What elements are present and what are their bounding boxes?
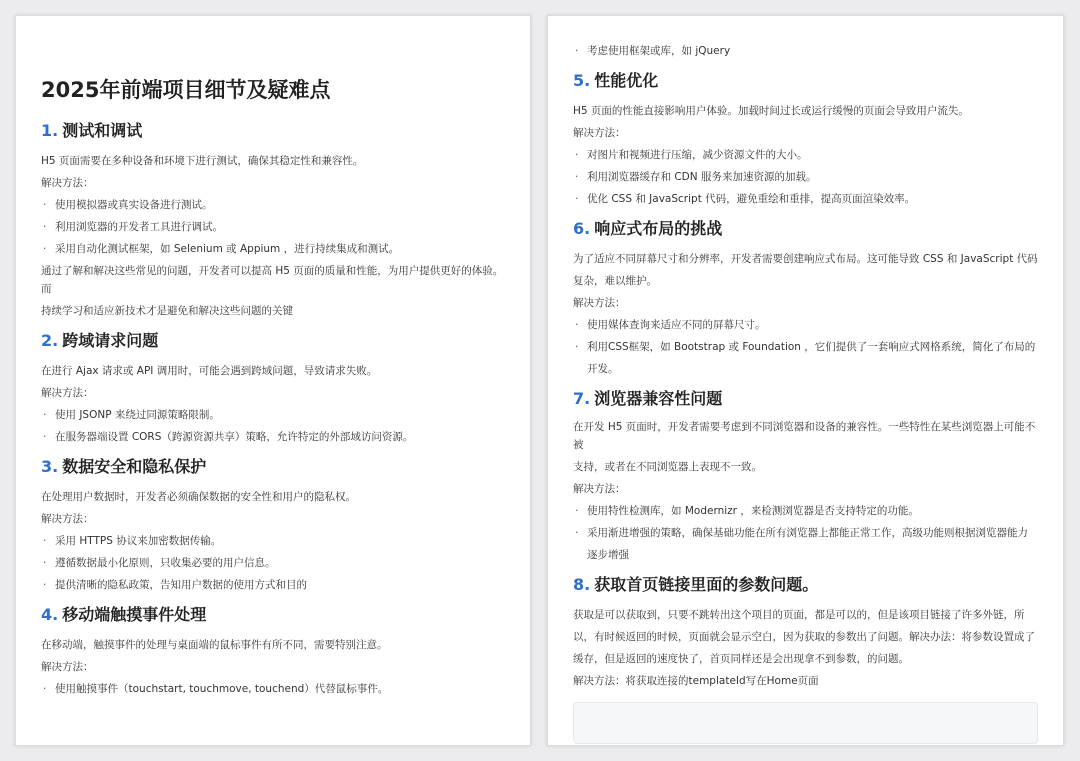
solution-label: 解决方法： bbox=[573, 297, 626, 309]
list-item: · 使用触摸事件（touchstart, touchmove, touchend）代替鼠标事件。 bbox=[41, 678, 505, 700]
list-item: · 使用 JSONP 来绕过同源策略限制。 bbox=[41, 404, 505, 426]
paragraph: H5 页面的性能直接影响用户体验。加载时间过长或运行缓慢的页面会导致用户流失。 bbox=[573, 105, 969, 117]
list-item: · 使用模拟器或真实设备进行测试。 bbox=[41, 194, 505, 216]
list-item: · 在服务器端设置 CORS（跨源资源共享）策略，允许特定的外部域访问资源。 bbox=[41, 426, 505, 448]
paragraph: 支持，或者在不同浏览器上表现不一致。 bbox=[573, 461, 762, 473]
list-item: · 提供清晰的隐私政策，告知用户数据的使用方式和目的 bbox=[41, 574, 505, 596]
paragraph: 通过了解和解决这些常见的问题，开发者可以提高 H5 页面的质量和性能，为用户提供更好的体验。而 bbox=[41, 265, 504, 295]
section-heading-security bbox=[41, 456, 505, 478]
list-item: · 对图片和视频进行压缩，减少资源文件的大小。 bbox=[573, 144, 1038, 166]
code-block bbox=[573, 702, 1038, 744]
section-heading-responsive bbox=[573, 218, 1038, 240]
solution-label: 解决方法： bbox=[573, 483, 626, 495]
solution-label: 解决方法： bbox=[41, 513, 94, 525]
paragraph: 在移动端，触摸事件的处理与桌面端的鼠标事件有所不同，需要特别注意。 bbox=[41, 639, 388, 651]
list-item: · 采用渐进增强的策略，确保基础功能在所有浏览器上都能正常工作，高级功能则根据浏览器能力逐步增强 bbox=[573, 522, 1038, 566]
list-item: · 采用自动化测试框架，如 Selenium 或 Appium ，进行持续集成和测试。 bbox=[41, 238, 505, 260]
section-number: 2. bbox=[41, 331, 59, 350]
document-title: 2025年前端项目细节及疑难点 bbox=[41, 78, 331, 102]
list-item: · 采用 HTTPS 协议来加密数据传输。 bbox=[41, 530, 505, 552]
section-number: 4. bbox=[41, 605, 59, 624]
section-number: 3. bbox=[41, 457, 59, 476]
document-page-right bbox=[547, 15, 1064, 746]
solution-label: 解决方法： bbox=[41, 661, 94, 673]
list-item: · 优化 CSS 和 JavaScript 代码，避免重绘和重排，提高页面渲染效率。 bbox=[573, 188, 1038, 210]
section-number: 6. bbox=[573, 219, 591, 238]
section-title: 数据安全和隐私保护 bbox=[62, 457, 207, 476]
section-title: 跨域请求问题 bbox=[62, 331, 159, 350]
paragraph: 获取是可以获取到，只要不跳转出这个项目的页面，都是可以的，但是该项目链接了许多外链，所以，有时候返回的时候，页面就会显示空白，因为获取的参数出了问题。解决办法：将参数设置成了缓存，但是返回的速度快了，首页同样还是会出现拿不到参数，的问题。 bbox=[573, 609, 1035, 665]
section-number: 7. bbox=[573, 389, 591, 408]
section-number: 1. bbox=[41, 121, 59, 140]
solution-label: 解决方法： bbox=[41, 387, 94, 399]
section-title: 获取首页链接里面的参数问题。 bbox=[594, 575, 819, 594]
section-title: 测试和调试 bbox=[62, 121, 143, 140]
list-item: · 利用CSS框架，如 Bootstrap 或 Foundation ，它们提供了一套响应式网格系统，简化了布局的开发。 bbox=[573, 336, 1038, 380]
section-number: 5. bbox=[573, 71, 591, 90]
paragraph: 在进行 Ajax 请求或 API 调用时，可能会遇到跨域问题，导致请求失败。 bbox=[41, 365, 378, 377]
section-heading-url-params bbox=[573, 574, 1038, 596]
list-item: · 使用特性检测库，如 Modernizr ，来检测浏览器是否支持特定的功能。 bbox=[573, 500, 1038, 522]
paragraph: 为了适应不同屏幕尺寸和分辨率，开发者需要创建响应式布局。这可能导致 CSS 和 JavaScript 代码复杂，难以维护。 bbox=[573, 253, 1038, 287]
section-heading-touch bbox=[41, 604, 505, 626]
list-item: · 利用浏览器的开发者工具进行调试。 bbox=[41, 216, 505, 238]
section-heading-compatibility bbox=[573, 388, 1038, 410]
section-title: 浏览器兼容性问题 bbox=[594, 389, 723, 408]
solution-label: 解决方法：将获取连接的templateId写在Home页面 bbox=[573, 675, 819, 687]
list-item: · 遵循数据最小化原则，只收集必要的用户信息。 bbox=[41, 552, 505, 574]
section-heading-testing bbox=[41, 120, 505, 142]
paragraph: 在处理用户数据时，开发者必须确保数据的安全性和用户的隐私权。 bbox=[41, 491, 356, 503]
section-title: 性能优化 bbox=[594, 71, 659, 90]
section-heading-cors bbox=[41, 330, 505, 352]
section-title: 响应式布局的挑战 bbox=[594, 219, 723, 238]
solution-label: 解决方法： bbox=[573, 127, 626, 139]
section-heading-performance bbox=[573, 70, 1038, 92]
document-page-left bbox=[15, 15, 531, 746]
paragraph: 在开发 H5 页面时，开发者需要考虑到不同浏览器和设备的兼容性。一些特性在某些浏览器上可能不被 bbox=[573, 421, 1036, 451]
paragraph: 持续学习和适应新技术才是避免和解决这些问题的关键 bbox=[41, 305, 293, 317]
list-item: · 考虑使用框架或库，如 jQuery bbox=[573, 40, 1038, 62]
solution-label: 解决方法： bbox=[41, 177, 94, 189]
list-item: · 利用浏览器缓存和 CDN 服务来加速资源的加载。 bbox=[573, 166, 1038, 188]
section-number: 8. bbox=[573, 575, 591, 594]
list-item: · 使用媒体查询来适应不同的屏幕尺寸。 bbox=[573, 314, 1038, 336]
section-title: 移动端触摸事件处理 bbox=[62, 605, 207, 624]
paragraph: H5 页面需要在多种设备和环境下进行测试，确保其稳定性和兼容性。 bbox=[41, 155, 364, 167]
